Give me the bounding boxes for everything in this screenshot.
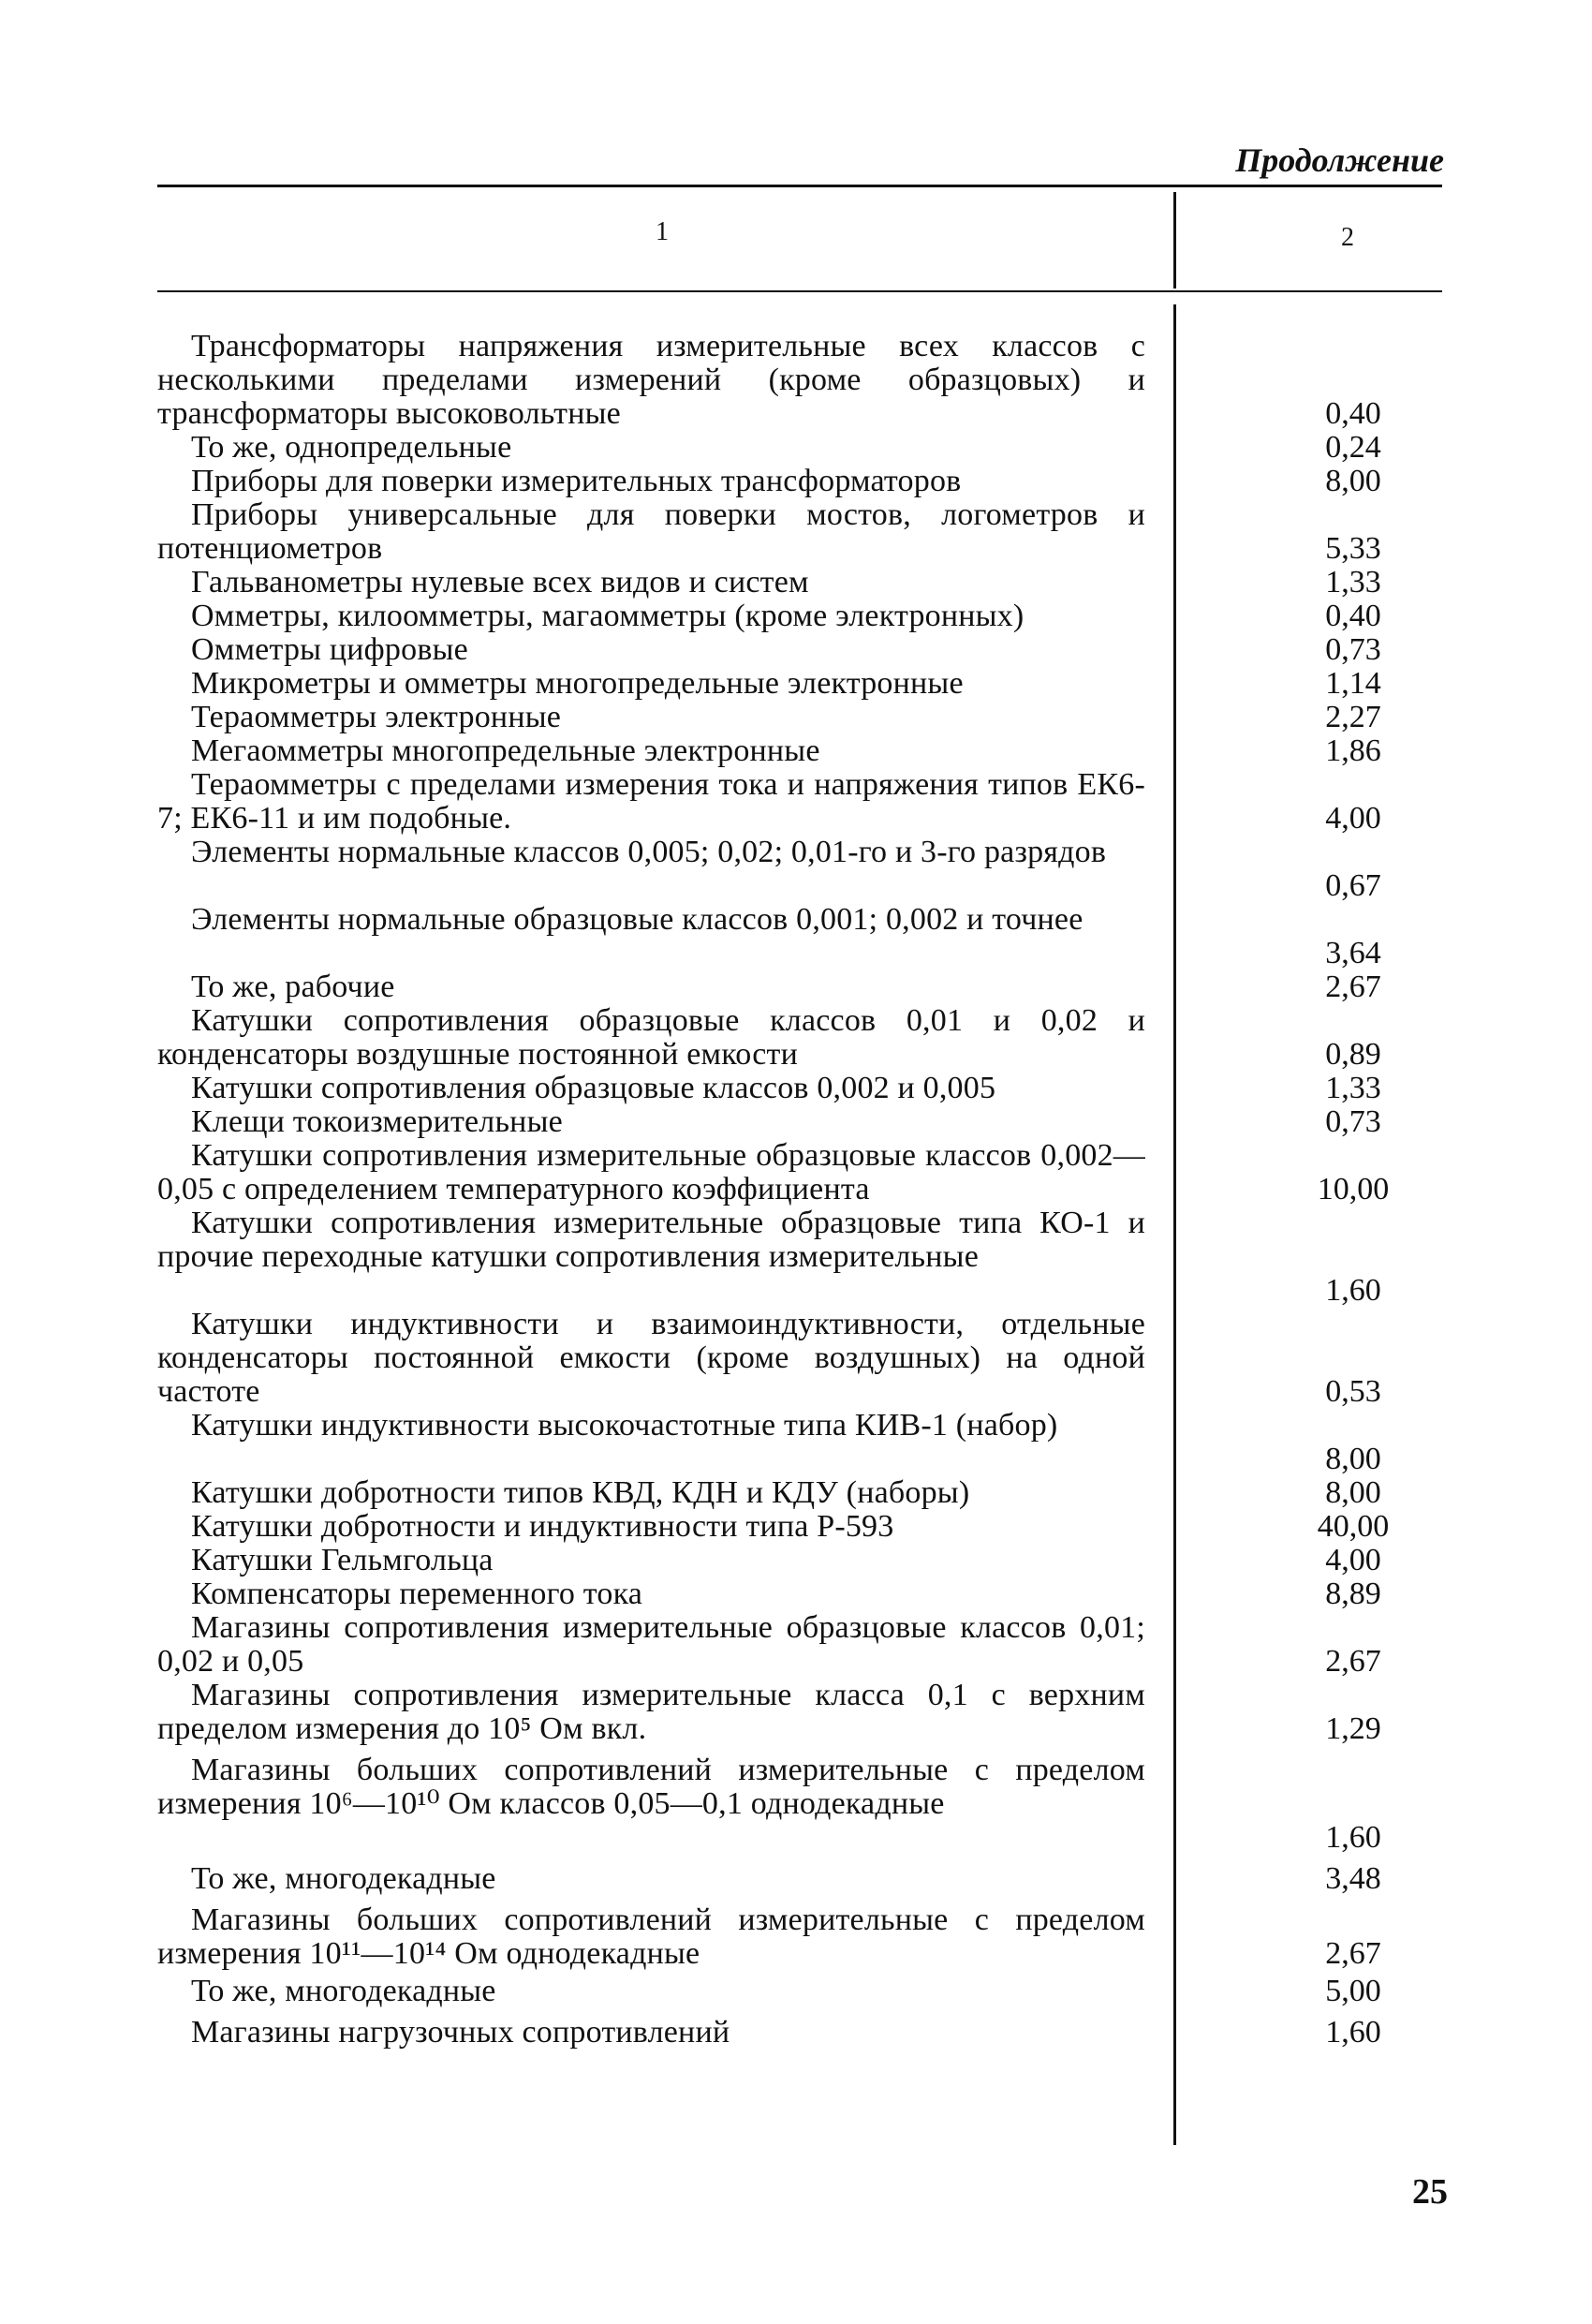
row-description: Приборы для поверки измерительных трансформаторов xyxy=(191,464,962,498)
header-bottom-rule xyxy=(157,290,1442,292)
row-value: 0,53 xyxy=(1325,1374,1381,1409)
row-description: То же, многодекадные xyxy=(191,1861,496,1896)
page-number: 25 xyxy=(1412,2172,1448,2212)
row-value: 1,14 xyxy=(1325,666,1381,701)
row-description: То же, многодекадные xyxy=(191,1974,496,2008)
row-description: То же, однопредельные xyxy=(191,430,512,465)
row-value: 0,24 xyxy=(1325,430,1381,465)
row-value: 40,00 xyxy=(1317,1509,1390,1544)
row-value: 1,86 xyxy=(1325,733,1381,768)
row-value: 1,33 xyxy=(1325,1071,1381,1105)
row-value: 3,48 xyxy=(1325,1861,1381,1896)
row-description: Микрометры и омметры многопредельные электронные xyxy=(191,666,964,701)
row-value: 4,00 xyxy=(1325,801,1381,836)
row-description: Мегаомметры многопредельные электронные xyxy=(191,733,820,768)
row-value: 1,33 xyxy=(1325,565,1381,600)
column-divider-header xyxy=(1173,192,1176,289)
row-value: 10,00 xyxy=(1317,1172,1390,1206)
row-description: Магазины сопротивления измерительные класса 0,1 с верхним пределом измерения до 10⁵ Ом вкл. xyxy=(157,1678,1145,1746)
row-value: 2,67 xyxy=(1325,1936,1381,1971)
row-value: 8,00 xyxy=(1325,464,1381,498)
row-description: Магазины сопротивления измерительные образцовые классов 0,01; 0,02 и 0,05 xyxy=(157,1610,1145,1679)
row-description: Катушки сопротивления образцовые классов 0,01 и 0,02 и конденсаторы воздушные постоянной емкости xyxy=(157,1003,1145,1072)
row-description: Элементы нормальные образцовые классов 0,001; 0,002 и точнее xyxy=(191,902,1083,937)
row-description: Трансформаторы напряжения измерительные всех классов с несколькими пределами измерений (кроме образцовых) и трансформаторы высоковольтные xyxy=(157,329,1145,431)
row-description: Катушки сопротивления измерительные образцовые классов 0,002—0,05 с определением температурного коэффициента xyxy=(157,1138,1145,1206)
row-description: Магазины больших сопротивлений измерительные с пределом измерения 10¹¹—10¹⁴ Ом однодекадные xyxy=(157,1902,1145,1971)
row-value: 0,89 xyxy=(1325,1037,1381,1072)
row-description: Катушки сопротивления образцовые классов 0,002 и 0,005 xyxy=(191,1071,996,1105)
row-description: Приборы универсальные для поверки мостов, логометров и потенциометров xyxy=(157,497,1145,566)
row-value: 0,73 xyxy=(1325,1104,1381,1139)
column-divider-body xyxy=(1173,304,1176,2145)
row-value: 0,40 xyxy=(1325,396,1381,431)
row-description: Катушки добротности типов КВД, КДН и КДУ (наборы) xyxy=(191,1475,970,1510)
row-description: Магазины нагрузочных сопротивлений xyxy=(191,2015,730,2050)
row-value: 0,73 xyxy=(1325,632,1381,667)
row-description: Гальванометры нулевые всех видов и систем xyxy=(191,565,809,600)
row-description: Катушки Гельмгольца xyxy=(191,1543,494,1577)
row-value: 5,00 xyxy=(1325,1974,1381,2008)
row-description: Тераомметры электронные xyxy=(191,700,562,734)
row-value: 4,00 xyxy=(1325,1543,1381,1577)
row-value: 8,00 xyxy=(1325,1475,1381,1510)
row-value: 8,89 xyxy=(1325,1576,1381,1611)
row-value: 1,60 xyxy=(1325,2015,1381,2050)
row-description: Клещи токоизмерительные xyxy=(191,1104,563,1139)
row-description: Тераомметры с пределами измерения тока и напряжения типов ЕК6-7; ЕК6-11 и им подобные. xyxy=(157,767,1145,836)
row-description: Катушки индуктивности высокочастотные типа КИВ-1 (набор) xyxy=(191,1408,1058,1443)
column-header-1: 1 xyxy=(656,217,669,246)
row-description: Омметры цифровые xyxy=(191,632,468,667)
row-description: То же, рабочие xyxy=(191,970,395,1004)
row-description: Магазины больших сопротивлений измерительные с пределом измерения 10⁶—10¹⁰ Ом классов 0,05—0,1 однодекадные xyxy=(157,1753,1145,1821)
row-value: 2,67 xyxy=(1325,970,1381,1004)
row-description: Катушки индуктивности и взаимоиндуктивности, отдельные конденсаторы постоянной емкости (кроме воздушных) на одной частоте xyxy=(157,1307,1145,1409)
row-value: 0,40 xyxy=(1325,599,1381,633)
row-value: 8,00 xyxy=(1325,1442,1381,1476)
row-value: 2,67 xyxy=(1325,1644,1381,1679)
row-description: Компенсаторы переменного тока xyxy=(191,1576,643,1611)
row-description: Катушки добротности и индуктивности типа Р-593 xyxy=(191,1509,894,1544)
table-top-rule xyxy=(157,185,1442,187)
row-value: 2,27 xyxy=(1325,700,1381,734)
row-value: 1,60 xyxy=(1325,1273,1381,1308)
row-description: Омметры, килоомметры, магаомметры (кроме электронных) xyxy=(191,599,1024,633)
row-value: 5,33 xyxy=(1325,531,1381,566)
row-value: 3,64 xyxy=(1325,936,1381,970)
row-value: 1,29 xyxy=(1325,1711,1381,1746)
row-value: 1,60 xyxy=(1325,1820,1381,1855)
row-description: Катушки сопротивления измерительные образцовые типа КО-1 и прочие переходные катушки сопротивления измерительные xyxy=(157,1206,1145,1274)
continuation-label: Продолжение xyxy=(1235,141,1444,179)
row-value: 0,67 xyxy=(1325,868,1381,903)
column-header-2: 2 xyxy=(1341,223,1354,252)
row-description: Элементы нормальные классов 0,005; 0,02; 0,01-го и 3-го разрядов xyxy=(191,835,1107,869)
